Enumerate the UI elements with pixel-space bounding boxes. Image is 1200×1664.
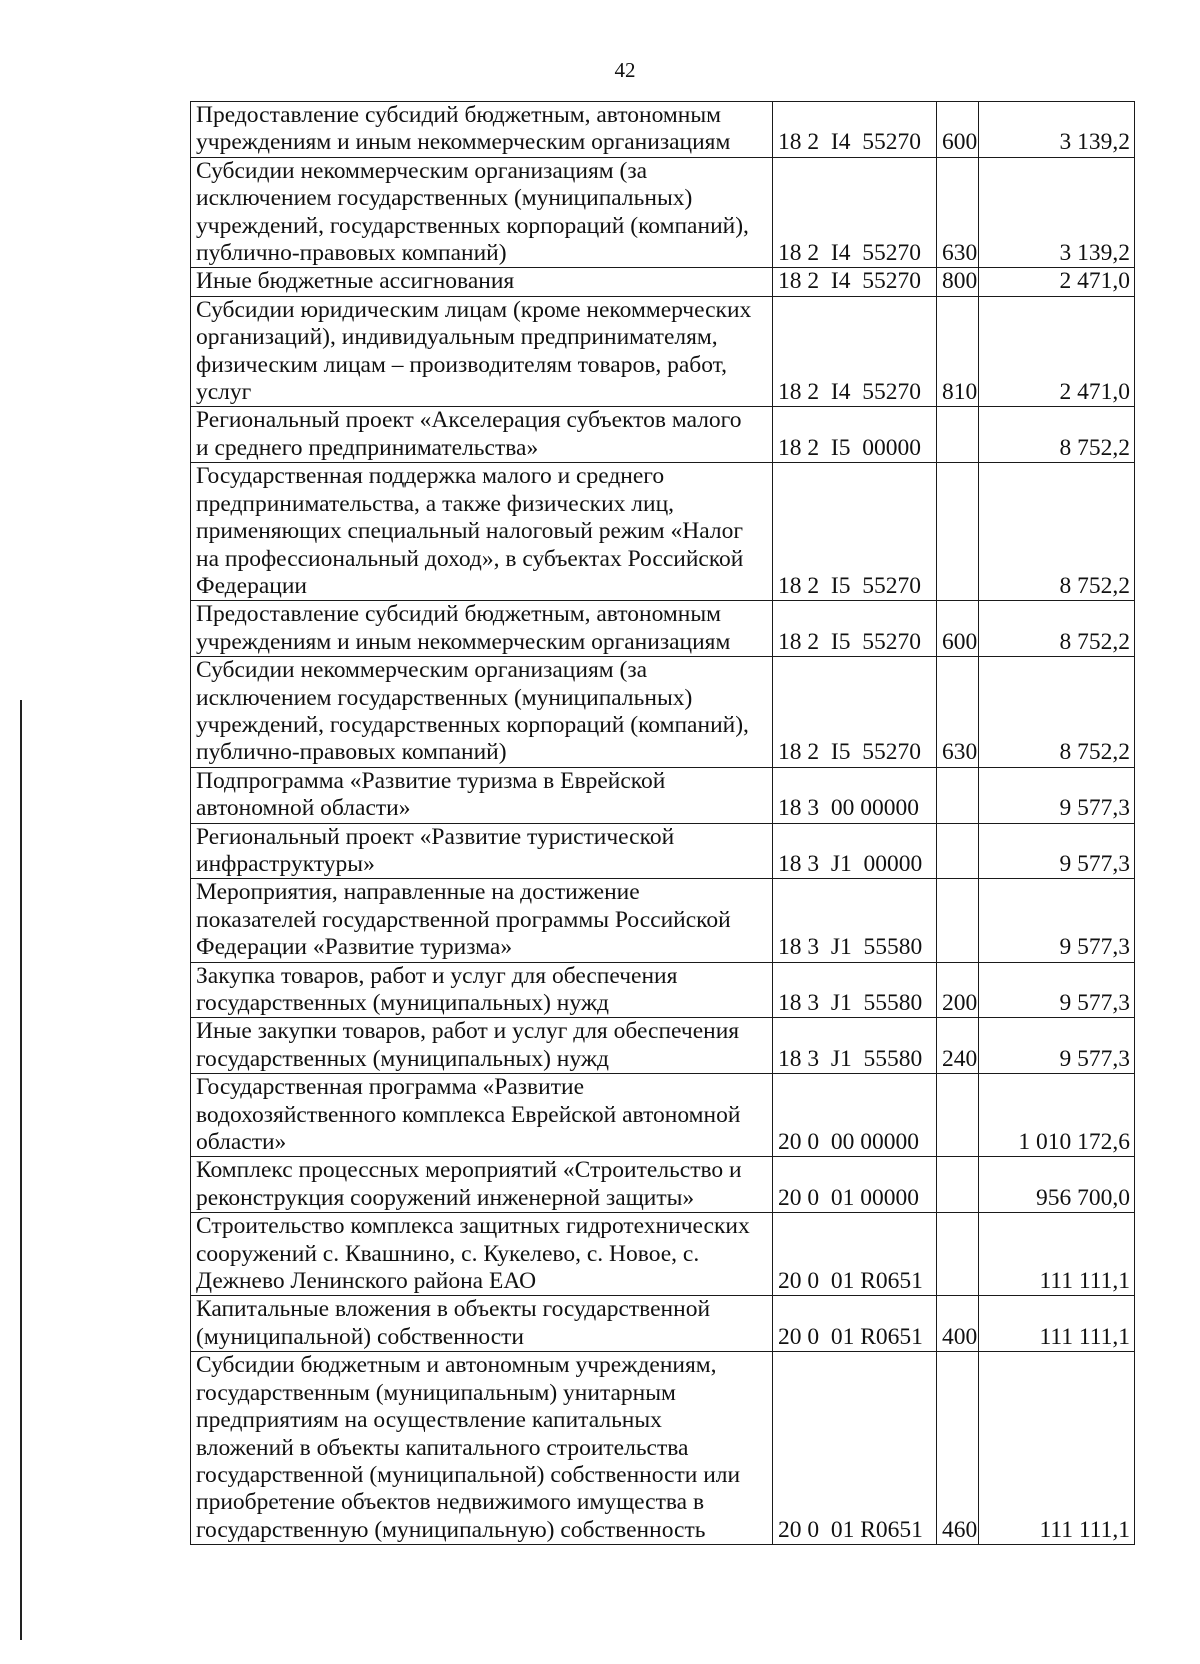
description-line: предприятиям на осуществление капитальных (196, 1407, 662, 1434)
row-target-code: 18 2 I5 55270 (773, 463, 937, 601)
budget-table (190, 101, 1135, 1545)
table-row (191, 879, 1135, 962)
table-row (191, 268, 1135, 296)
row-expense-type: 810 (937, 296, 979, 407)
row-amount: 8 752,2 (979, 657, 1135, 768)
description-line: области» (196, 1129, 287, 1156)
row-description (191, 962, 773, 1018)
description-line: (муниципальной) собственности (196, 1323, 525, 1350)
table-row (191, 102, 1135, 158)
row-expense-type: 460 (937, 1352, 979, 1545)
description-line: физическим лицам – производителям товаров, работ, (196, 351, 728, 378)
description-line: организаций), индивидуальным предпринимателям, (196, 324, 718, 351)
description-line: государственным (муниципальным) унитарным (196, 1379, 676, 1406)
row-expense-type (937, 823, 979, 879)
row-target-code: 18 3 J1 55580 (773, 962, 937, 1018)
row-target-code: 18 3 00 00000 (773, 767, 937, 823)
row-expense-type: 800 (937, 268, 979, 296)
description-line: на профессиональный доход», в субъектах Российской (196, 545, 744, 572)
row-target-code: 18 3 J1 00000 (773, 823, 937, 879)
description-line: Строительство комплекса защитных гидротехнических (196, 1213, 750, 1240)
row-amount: 956 700,0 (979, 1157, 1135, 1213)
row-amount: 9 577,3 (979, 823, 1135, 879)
row-amount: 8 752,2 (979, 463, 1135, 601)
description-line: Субсидии некоммерческим организациям (за (196, 657, 648, 684)
row-amount: 2 471,0 (979, 296, 1135, 407)
description-line: применяющих специальный налоговый режим «Налог (196, 518, 743, 545)
description-line: учреждений, государственных корпораций (компаний), (196, 711, 749, 738)
description-line: Закупка товаров, работ и услуг для обеспечения (196, 962, 678, 989)
row-description (191, 268, 773, 296)
description-line: реконструкция сооружений инженерной защиты» (196, 1184, 695, 1211)
row-expense-type (937, 463, 979, 601)
description-line: государственных (муниципальных) нужд (196, 990, 610, 1016)
description-line: Государственная программа «Развитие (196, 1074, 585, 1101)
description-line: исключением государственных (муниципальных) (196, 684, 693, 711)
row-expense-type (937, 407, 979, 463)
description-line: услуг (196, 379, 252, 406)
scan-edge-mark (20, 700, 22, 1640)
table-row (191, 657, 1135, 768)
description-line: и среднего предпринимательства» (196, 434, 539, 461)
row-target-code: 20 0 01 00000 (773, 1157, 937, 1213)
row-description (191, 407, 773, 463)
description-line: автономной области» (196, 795, 411, 822)
table-row (191, 601, 1135, 657)
row-description (191, 879, 773, 962)
table-row (191, 1213, 1135, 1296)
description-line: государственную (муниципальную) собственность (196, 1516, 706, 1543)
row-target-code: 18 2 I5 00000 (773, 407, 937, 463)
description-line: Федерации (196, 572, 307, 599)
row-description (191, 1074, 773, 1157)
row-expense-type: 630 (937, 157, 979, 268)
description-line: Предоставление субсидий бюджетным, автономным (196, 601, 721, 628)
row-expense-type (937, 1157, 979, 1213)
row-target-code: 20 0 01 R0651 (773, 1296, 937, 1352)
description-line: государственных (муниципальных) нужд (196, 1045, 610, 1072)
row-target-code: 18 2 I4 55270 (773, 268, 937, 296)
description-line: государственной (муниципальной) собственности или (196, 1461, 741, 1488)
row-target-code: 20 0 01 R0651 (773, 1213, 937, 1296)
budget-table-body (191, 102, 1135, 1545)
description-line: Капитальные вложения в объекты государственной (196, 1296, 711, 1323)
description-line: учреждений, государственных корпораций (компаний), (196, 212, 749, 239)
row-amount: 3 139,2 (979, 102, 1135, 158)
row-amount: 9 577,3 (979, 962, 1135, 1018)
description-line: Региональный проект «Развитие туристической (196, 823, 675, 850)
description-line: Иные закупки товаров, работ и услуг для обеспечения (196, 1018, 740, 1045)
row-description (191, 1213, 773, 1296)
row-expense-type (937, 767, 979, 823)
row-description (191, 1352, 773, 1545)
row-target-code: 18 3 J1 55580 (773, 1018, 937, 1074)
row-description (191, 657, 773, 768)
row-expense-type: 600 (937, 102, 979, 158)
row-amount: 9 577,3 (979, 1018, 1135, 1074)
description-line: показателей государственной программы Российской (196, 906, 731, 933)
table-row (191, 157, 1135, 268)
description-line: инфраструктуры» (196, 850, 375, 877)
description-line: Подпрограмма «Развитие туризма в Еврейской (196, 767, 666, 794)
table-row (191, 962, 1135, 1018)
description-line: предпринимательства, а также физических лиц, (196, 490, 675, 517)
row-expense-type: 600 (937, 601, 979, 657)
row-description (191, 1018, 773, 1074)
row-description (191, 102, 773, 158)
row-description (191, 463, 773, 601)
row-target-code: 18 2 I4 55270 (773, 296, 937, 407)
description-line: Субсидии юридическим лицам (кроме некоммерческих (196, 296, 752, 323)
row-target-code: 18 3 J1 55580 (773, 879, 937, 962)
description-line: приобретение объектов недвижимого имущества в (196, 1489, 705, 1516)
description-line: Дежнево Ленинского района ЕАО (196, 1268, 537, 1295)
description-line: учреждениям и иным некоммерческим организациям (196, 129, 731, 156)
description-line: Субсидии бюджетным и автономным учреждениям, (196, 1352, 717, 1379)
row-description (191, 157, 773, 268)
row-expense-type (937, 1074, 979, 1157)
table-row (191, 1157, 1135, 1213)
row-description (191, 1157, 773, 1213)
row-amount: 8 752,2 (979, 601, 1135, 657)
row-target-code: 18 2 I5 55270 (773, 601, 937, 657)
row-expense-type: 400 (937, 1296, 979, 1352)
table-row (191, 1074, 1135, 1157)
table-row (191, 407, 1135, 463)
row-amount: 3 139,2 (979, 157, 1135, 268)
row-description (191, 1296, 773, 1352)
description-line: публично-правовых компаний) (196, 739, 507, 766)
description-line: Субсидии некоммерческим организациям (за (196, 157, 648, 184)
row-description (191, 601, 773, 657)
row-expense-type: 630 (937, 657, 979, 768)
table-row (191, 1352, 1135, 1545)
description-line: публично-правовых компаний) (196, 240, 507, 267)
row-description (191, 767, 773, 823)
description-line: вложений в объекты капитального строительства (196, 1434, 689, 1461)
row-amount: 111 111,1 (979, 1213, 1135, 1296)
table-row (191, 296, 1135, 407)
page-number: 42 (614, 58, 636, 82)
row-target-code: 18 2 I4 55270 (773, 157, 937, 268)
description-line: Региональный проект «Акселерация субъектов малого (196, 407, 742, 434)
row-amount: 2 471,0 (979, 268, 1135, 296)
row-amount: 111 111,1 (979, 1296, 1135, 1352)
row-description (191, 296, 773, 407)
row-description (191, 823, 773, 879)
row-target-code: 18 2 I4 55270 (773, 102, 937, 158)
row-expense-type (937, 879, 979, 962)
row-target-code: 20 0 00 00000 (773, 1074, 937, 1157)
table-row (191, 463, 1135, 601)
row-target-code: 18 2 I5 55270 (773, 657, 937, 768)
table-row (191, 1018, 1135, 1074)
description-line: сооружений с. Квашнино, с. Кукелево, с. Новое, с. (196, 1240, 700, 1267)
description-line: Федерации «Развитие туризма» (196, 934, 513, 961)
table-row (191, 823, 1135, 879)
row-target-code: 20 0 01 R0651 (773, 1352, 937, 1545)
row-amount: 9 577,3 (979, 767, 1135, 823)
description-line: исключением государственных (муниципальных) (196, 185, 693, 212)
row-amount: 8 752,2 (979, 407, 1135, 463)
description-line: учреждениям и иным некоммерческим организациям (196, 628, 731, 655)
row-expense-type: 200 (937, 962, 979, 1018)
table-row (191, 1296, 1135, 1352)
description-line: Иные бюджетные ассигнования (196, 268, 515, 295)
row-amount: 1 010 172,6 (979, 1074, 1135, 1157)
row-amount: 9 577,3 (979, 879, 1135, 962)
row-expense-type (937, 1213, 979, 1296)
description-line: Государственная поддержка малого и среднего (196, 463, 665, 490)
table-row (191, 767, 1135, 823)
description-line: Комплекс процессных мероприятий «Строительство и (196, 1157, 742, 1184)
description-line: Мероприятия, направленные на достижение (196, 879, 640, 906)
description-line: водохозяйственного комплекса Еврейской автономной (196, 1101, 741, 1128)
description-line: Предоставление субсидий бюджетным, автономным (196, 102, 721, 128)
row-amount: 111 111,1 (979, 1352, 1135, 1545)
row-expense-type: 240 (937, 1018, 979, 1074)
